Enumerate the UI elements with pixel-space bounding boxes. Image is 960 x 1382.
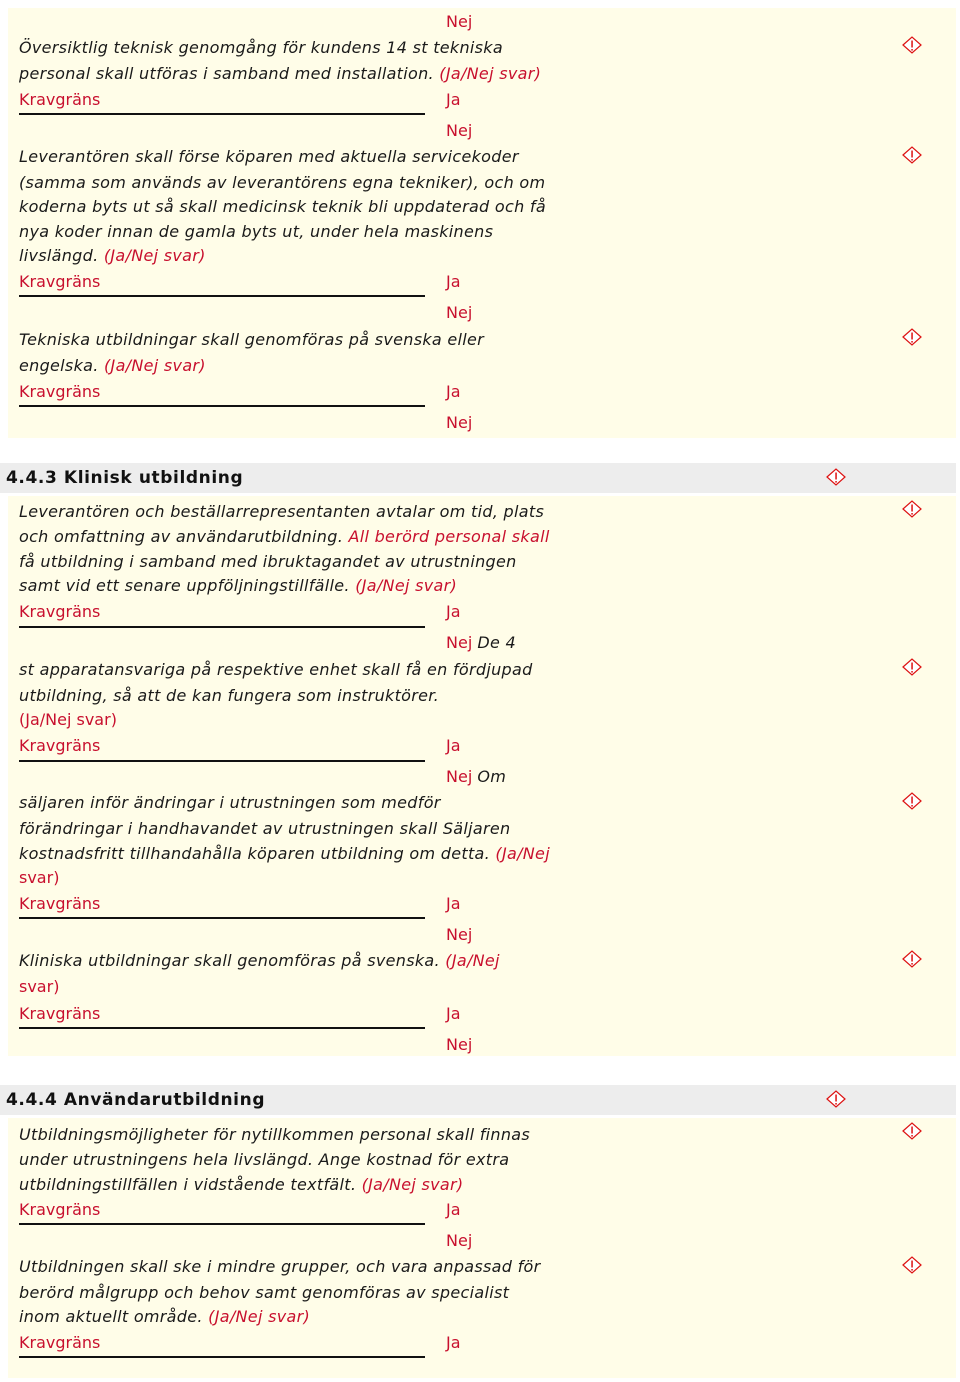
answer-field-line[interactable] [19,917,425,919]
answer-nej[interactable]: Nej De 4 [446,633,516,652]
answer-field-line[interactable] [19,405,425,407]
requirement-text: förändringar i handhavandet av utrustningen skall Säljaren [19,819,511,838]
warning-icon [902,500,922,518]
answer-ja[interactable]: Ja [446,602,461,621]
requirement-text: koderna byts ut så skall medicinsk teknik bli uppdaterad och få [19,197,546,216]
kravgrans-label: Kravgräns [19,736,101,755]
warning-icon [826,1090,846,1108]
section-title: 4.4.4 Användarutbildning [6,1090,266,1110]
answer-nej[interactable]: Nej [446,303,473,322]
requirement-text: under utrustningens hela livslängd. Ange kostnad för extra [19,1150,510,1169]
requirement-text: och omfattning av användarutbildning. All berörd personal skall [19,527,550,546]
requirement-text: samt vid ett senare uppföljningstillfälle. (Ja/Nej svar) [19,576,458,595]
answer-ja[interactable]: Ja [446,894,461,913]
warning-icon [902,950,922,968]
answer-type-hint: svar) [19,977,60,996]
requirement-text: utbildning, så att de kan fungera som instruktörer. [19,686,440,705]
requirement-text: engelska. (Ja/Nej svar) [19,356,206,375]
requirement-text: Utbildningen skall ske i mindre grupper, och vara anpassad för [19,1257,541,1276]
warning-icon [902,1256,922,1274]
warning-icon [902,658,922,676]
requirement-text: Leverantören och beställarrepresentanten avtalar om tid, plats [19,502,545,521]
requirement-text: få utbildning i samband med ibruktagandet av utrustningen [19,552,517,571]
answer-nej[interactable]: Nej [446,413,473,432]
answer-field-line[interactable] [19,295,425,297]
answer-nej[interactable]: Nej [446,1035,473,1054]
answer-field-line[interactable] [19,1027,425,1029]
answer-ja[interactable]: Ja [446,1333,461,1352]
answer-field-line[interactable] [19,760,425,762]
answer-ja[interactable]: Ja [446,272,461,291]
answer-field-line[interactable] [19,1356,425,1358]
answer-field-line[interactable] [19,1223,425,1225]
kravgrans-label: Kravgräns [19,1333,101,1352]
warning-icon [826,468,846,486]
kravgrans-label: Kravgräns [19,90,101,109]
kravgrans-label: Kravgräns [19,272,101,291]
requirement-text: Kliniska utbildningar skall genomföras på svenska. (Ja/Nej [19,951,500,970]
warning-icon [902,146,922,164]
answer-ja[interactable]: Ja [446,1200,461,1219]
answer-ja[interactable]: Ja [446,1004,461,1023]
requirement-text: (samma som används av leverantörens egna tekniker), och om [19,173,546,192]
kravgrans-label: Kravgräns [19,382,101,401]
warning-icon [902,328,922,346]
requirement-text: personal skall utföras i samband med installation. (Ja/Nej svar) [19,64,542,83]
answer-type-hint: (Ja/Nej svar) [19,710,117,729]
kravgrans-label: Kravgräns [19,894,101,913]
requirement-text: Leverantören skall förse köparen med aktuella servicekoder [19,147,519,166]
requirement-text: st apparatansvariga på respektive enhet skall få en fördjupad [19,660,533,679]
requirement-text: utbildningstillfällen i vidstående textfält. (Ja/Nej svar) [19,1175,464,1194]
requirement-text: nya koder innan de gamla byts ut, under hela maskinens [19,222,494,241]
answer-ja[interactable]: Ja [446,736,461,755]
warning-icon [902,792,922,810]
requirement-text: inom aktuellt område. (Ja/Nej svar) [19,1307,311,1326]
warning-icon [902,1122,922,1140]
answer-nej[interactable]: Nej Om [446,767,507,786]
requirement-text: Utbildningsmöjligheter för nytillkommen personal skall finnas [19,1125,531,1144]
answer-type-hint: svar) [19,868,60,887]
answer-nej[interactable]: Nej [446,121,473,140]
answer-field-line[interactable] [19,626,425,628]
answer-nej[interactable]: Nej [446,925,473,944]
kravgrans-label: Kravgräns [19,1200,101,1219]
requirement-text: säljaren inför ändringar i utrustningen som medför [19,793,441,812]
answer-nej[interactable]: Nej [446,12,473,31]
answer-ja[interactable]: Ja [446,382,461,401]
kravgrans-label: Kravgräns [19,1004,101,1023]
warning-icon [902,36,922,54]
requirement-text: berörd målgrupp och behov samt genomföras av specialist [19,1283,510,1302]
requirement-text: Översiktlig teknisk genomgång för kundens 14 st tekniska [19,38,503,57]
section-title: 4.4.3 Klinisk utbildning [6,468,244,488]
requirement-text: Tekniska utbildningar skall genomföras på svenska eller [19,330,485,349]
requirement-text: kostnadsfritt tillhandahålla köparen utbildning om detta. (Ja/Nej [19,844,550,863]
kravgrans-label: Kravgräns [19,602,101,621]
answer-field-line[interactable] [19,113,425,115]
answer-nej[interactable]: Nej [446,1231,473,1250]
answer-ja[interactable]: Ja [446,90,461,109]
requirement-text: livslängd. (Ja/Nej svar) [19,246,206,265]
